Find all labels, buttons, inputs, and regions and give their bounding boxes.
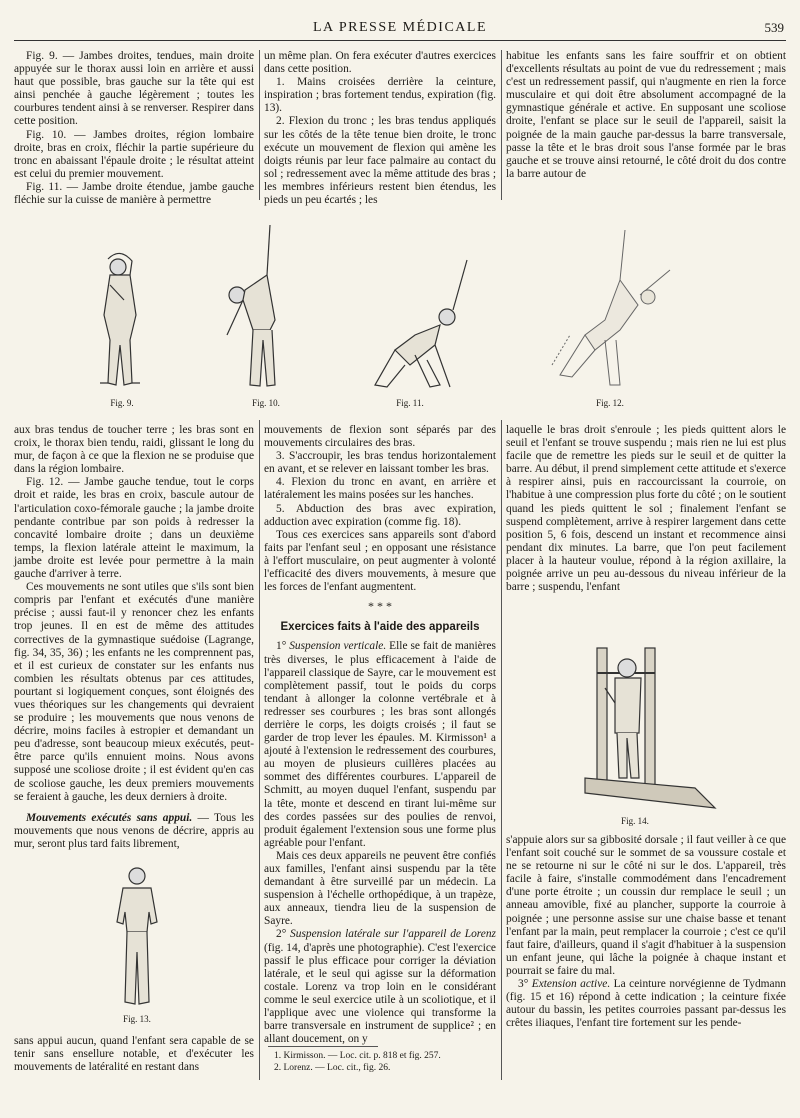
paragraph: Fig. 9. — Jambes droites, tendues, main droite appuyée sur le thorax aussi loin en arrière et aussi haut que possible, bras gauche sur la tête qui est ainsi penchée à gauche légèrement ; toutes les courbures tendent ainsi à se renverser. Respirer dans cette position.: [14, 50, 254, 128]
paragraph: sans appui aucun, quand l'enfant sera capable de se tenir sans ensellure notable, et d'exécuter les mouvements de latéralité en restant dans: [14, 1035, 254, 1074]
item-number: 3°: [518, 978, 532, 991]
column-1-main: [14, 424, 254, 851]
footnote: 1. Kirmisson. — Loc. cit. p. 818 et fig. 257.: [274, 1051, 441, 1061]
paragraph: Fig. 11. — Jambe droite étendue, jambe gauche fléchie sur la cuisse de manière à permettre: [14, 180, 254, 207]
journal-title: LA PRESSE MÉDICALE: [312, 20, 487, 35]
paragraph: 4. Flexion du tronc en avant, en arrière et latéralement les mains posées sur les hanches.: [264, 476, 496, 502]
paragraph: 3. S'accroupir, les bras tendus horizontalement en avant, et se relever en laissant tomber les bras.: [264, 450, 496, 476]
paragraph: 2. Flexion du tronc ; les bras tendus appliqués sur les côtés de la tête tenue bien droite, le tronc exécute un mouvement de flexion qui amène les doigts réunis par leur face palmaire au contact du sol ; redressement avec la même attitude des bras ; les membres inférieurs restent bien étendus, les pieds un peu écartés ; les: [264, 115, 496, 207]
paragraph: habitue les enfants sans les faire souffrir et on obtient d'excellents résultats au point de vue du redressement ; mais c'est un redressement passif, qui n'augmente en rien la force musculaire et qui doit être absolument accompagné de la gymnastique générale et active. En supposant une scoliose droite, l'enfant se place sur le seuil de l'appareil, saisit la poignée de la main gauche par-dessus la barre transversale, passe la tête et le bras droit sous l'anse formée par le bras gauche et se trouve ainsi retourné, le côté droit du dos contre la barre autour de: [506, 50, 786, 180]
figure-10-caption: Fig. 10.: [252, 398, 280, 408]
footnotes: [274, 1050, 494, 1074]
column-1-bottom: [14, 1035, 254, 1074]
figure-11-illustration: [355, 255, 480, 395]
figure-13-illustration: [105, 862, 170, 1012]
figure-13-caption: Fig. 13.: [123, 1014, 151, 1024]
item-number: 2°: [276, 928, 291, 941]
paragraph-text: Elle se fait de manières très diverses, le plus efficacement à l'aide de l'appareil classique de Sayre, car le mouvement est complètement passif, tout le poids du corps tendant à allonger la colonne vertébrale et à redresser ses courbures ; les bras sont allongés derrière le corps, les doigts croisés ; il faut se garder de trop lever les épaules. M. Kirmisson¹ a ajouté à l'extension le redressement des courbures, au moyen de plusieurs cuillères placées au sommet des différentes courbures. L'appareil de Schmitt, au moyen duquel l'enfant, suspendu par la tête, monte et descend en tirant lui-même sur des cordes passées sur des poulies de renvoi, produit également l'extension sous une forme plus agréable pour l'enfant.: [264, 640, 496, 849]
figure-12-caption: Fig. 12.: [596, 398, 624, 408]
column-1-top: [14, 50, 254, 207]
column-3-top: [506, 50, 786, 181]
paragraph: Tous ces exercices sans appareils sont d'abord faits par l'enfant seul ; en opposant une résistance à l'effort musculaire, on peut augmenter à volonté l'efficacité des divers mouvements, à mesure que les forces de l'enfant augmentent.: [264, 528, 496, 594]
page-number: 539: [764, 20, 784, 35]
paragraph: 5. Abduction des bras avec expiration, adduction avec expiration (comme fig. 18).: [264, 502, 496, 528]
paragraph: Fig. 12. — Jambe gauche tendue, tout le corps droit et raide, les bras en croix, bascule autour de l'articulation coxo-fémorale gauche ; la jambe droite pendante contribue par son poids à redresser la concavité lombaire droite ; dans un deuxième temps, la flexion latérale atteint le maximum, la jambe droite est levée pour permettre à la main gauche d'arriver à terre.: [14, 476, 254, 581]
item-heading: Suspension verticale.: [289, 640, 387, 653]
paragraph: [14, 812, 254, 851]
figure-14-caption: Fig. 14.: [621, 816, 649, 826]
paragraph: s'appuie alors sur sa gibbosité dorsale ; il faut veiller à ce que l'enfant soit couché sur le sommet de sa voussure costale et ne se retourne ni sur le côté ni sur le dos. L'appareil, très facile à faire, s'installe commodément dans l'encadrement d'une porte étroite ; un coussin dur remplace le seuil ; un anneau amovible, fixé au plancher, supporte la courroie à poignée ; une personne assise sur une chaise basse et tenant l'enfant par la main, peut remplacer la courroie ; c'est ce qu'il faut faire, d'ailleurs, quand il s'agit d'habituer à la suspension un enfant jeune, qui lâche la poignée à chaque instant et pourrait se faire du mal.: [506, 834, 786, 977]
column-2-top: [264, 50, 496, 207]
section-separator: * * *: [368, 599, 392, 614]
paragraph: [264, 928, 496, 1046]
item-number: 1°: [276, 640, 290, 653]
paragraph: laquelle le bras droit s'enroule ; les pieds quittent alors le seuil et l'enfant se trouve suspendu ; mais rien ne lui est plus facile que de remettre les pieds sur le seuil et de quitter la barre. Au début, il prend simplement cette attitude et s'exerce à respirer ainsi, puis en raccourcissant la courroie, on l'habitue à une compression plus forte du côté ; on le soutient quand les pieds quittent le sol ; finalement l'enfant se suspend complètement, arrive à respirer largement dans cette position 5, 6 fois, descend un instant et recommence ainsi pendant dix minutes. La barre, que l'on peut facilement placer à la hauteur voulue, répond à la région axillaire, la poignée arrive un peu au-dessous du niveau inférieur de la barre ; suspendu, l'enfant: [506, 424, 786, 594]
figure-9-caption: Fig. 9.: [110, 398, 134, 408]
page-header: [14, 18, 786, 41]
footnote: 2. Lorenz. — Loc. cit., fig. 26.: [274, 1063, 391, 1073]
figure-11-caption: Fig. 11.: [396, 398, 424, 408]
figure-10-illustration: [215, 220, 310, 395]
column-rule: [259, 420, 260, 1080]
footnote-rule: [268, 1046, 378, 1047]
paragraph: un même plan. On fera exécuter d'autres exercices dans cette position.: [264, 50, 496, 76]
paragraph-text: La ceinture norvégienne de Tydmann (fig. 15 et 16) répond à cette indication ; la ceinture fixée autour du bassin, les petites courroies passant par-dessus les crêtes iliaques, l'enfant tire fortement sur les pende-: [506, 978, 786, 1030]
paragraph-text: (fig. 14, d'après une photographie). C'est l'exercice passif le plus efficace pour corriger la déviation latérale, et le seul qui agisse sur la déformation costale. Lorenz va trop loin en le considérant comme le seul exercice utile à un scoliotique, et il l'applique avec une violence qui transforme la barre transversale en instrument de supplice² ; en allant doucement, on y: [264, 941, 496, 1046]
subheading: Mouvements exécutés sans appui.: [26, 811, 193, 824]
column-rule: [501, 50, 502, 200]
figure-12-illustration: [550, 225, 675, 395]
paragraph: mouvements de flexion sont séparés par des mouvements circulaires des bras.: [264, 424, 496, 450]
column-rule: [501, 420, 502, 1080]
section-heading: Exercices faits à l'aide des appareils: [280, 621, 480, 634]
paragraph-text: — Tous les mouvements que nous venons de décrire, appris au mur, seront plus tard faits librement,: [14, 811, 254, 850]
paragraph: [264, 640, 496, 850]
column-3-main: [506, 424, 786, 594]
column-3-bottom: [506, 834, 786, 1030]
paragraph: aux bras tendus de toucher terre ; les bras sont en croix, le thorax bien tendu, raidi, glissant le long du mur, de façon à ce que la flexion ne se produise que dans la région lombaire.: [14, 424, 254, 476]
paragraph: Ces mouvements ne sont utiles que s'ils sont bien compris par l'enfant et exécutés d'une manière précise ; aussi faut-il y renoncer chez les enfants trop jeunes. Il en est de même des attitudes correctives de la gymnastique suédoise (Lagrange, fig. 34, 35, 36) ; les enfants ne les comprennent pas, et il est curieux de constater sur les enfants nus combien les résultats obtenus par ces attitudes, pourtant si logiquement conçues, sont éloignés des vues théoriques sur les changements qui devraient se produire ; les mouvements que nous venons de décrire, moins faciles à estropier et demandant un peu d'adresse, sont beaucoup mieux exécutés, peut-être parce qu'ils ennuient moins. Nous avons supposé une scoliose droite ; il est évident qu'en cas de scoliose gauche, les deux premiers mouvements se feraient à gauche, les deux derniers à droite.: [14, 581, 254, 803]
column-2-main: [264, 424, 496, 1046]
paragraph: [506, 978, 786, 1030]
paragraph: Fig. 10. — Jambes droites, région lombaire droite, bras en croix, fléchir la partie supérieure du tronc en abaissant l'épaule droite ; le résultat atteint est celui du premier mouvement.: [14, 128, 254, 180]
paragraph: Mais ces deux appareils ne peuvent être confiés aux familles, l'enfant ainsi suspendu par la tête demandant à être surveillé par un médecin. La suspension à l'échelle orthopédique, à un trapèze, aux anneaux, tiendra lieu de la suspension de Sayre.: [264, 849, 496, 928]
figure-9-illustration: [80, 245, 160, 395]
item-heading: Extension active.: [531, 978, 611, 991]
paragraph: 1. Mains croisées derrière la ceinture, inspiration ; bras fortement tendus, expiration (fig. 13).: [264, 76, 496, 115]
column-rule: [259, 50, 260, 200]
figure-14-illustration: [575, 628, 725, 813]
item-heading: Suspension latérale sur l'appareil de Lorenz: [290, 928, 496, 941]
